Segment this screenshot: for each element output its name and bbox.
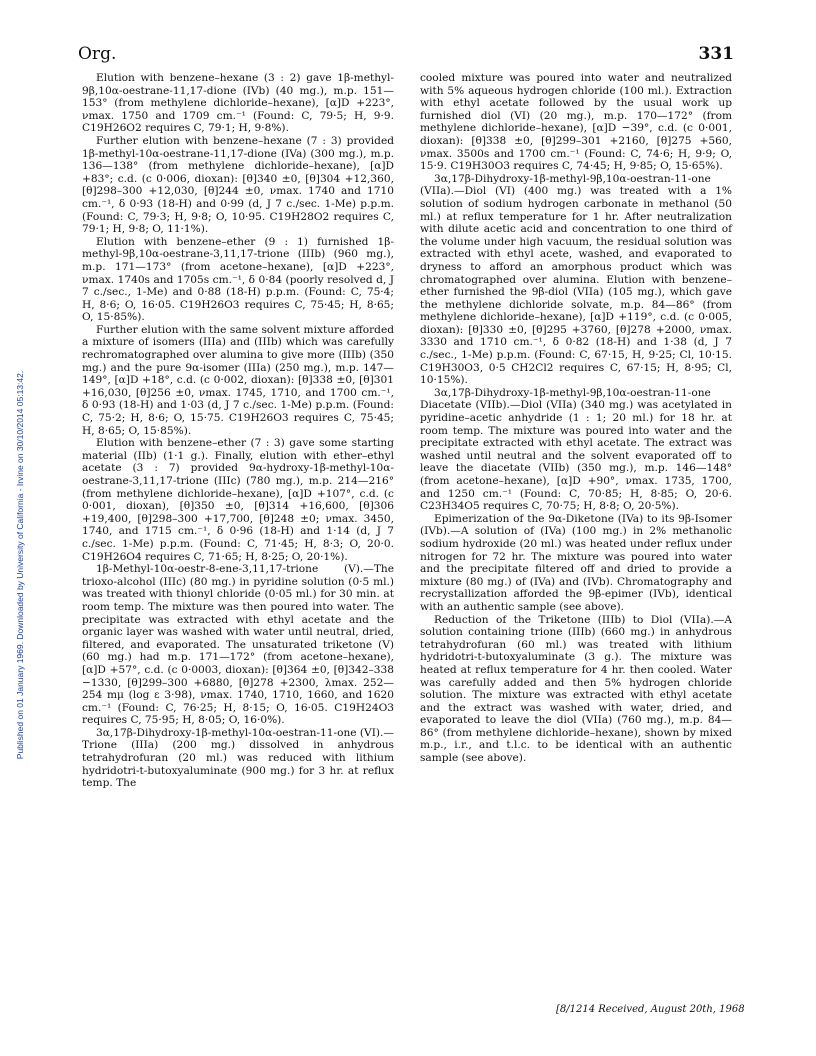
paragraph: 3α,17β-Dihydroxy-1β-methyl-9β,10α-oestran-11-one Diacetate (VIIb).—Diol (VIIa) (340 mg.) was acetylated in pyridine–acetic anhydride (1 : 1; 20 ml.) for 18 hr. at room temp. The mixture was poured into water and the precipitate extracted with ethyl acetate. The extract was washed until neutral and the solvent evaporated off to leave the diacetate (VIIb) (350 mg.), m.p. 146—148° (from acetone–hexane), [α]D +90°, νmax. 1735, 1700, and 1250 cm.⁻¹ (Found: C, 70·85; H, 8·85; O, 20·6. C23H34O5 requires C, 70·75; H, 8·8; O, 20·5%). — [420, 386, 732, 513]
left-column — [82, 72, 394, 790]
paragraph: 3α,17β-Dihydroxy-1β-methyl-9β,10α-oestran-11-one (VIIa).—Diol (VI) (400 mg.) was treated with a 1% solution of sodium hydrogen carbonate in methanol (50 ml.) at reflux temperature for 1 hr. After neutralization with dilute acetic acid and concentration to one third of the volume under high vacuum, the residual solution was extracted with ethyl acete, washed, and evaporated to dryness to afford an amorphous product which was chromatographed over alumina. Elution with benzene–ether furnished the 9β-diol (VIIa) (105 mg.), which gave the methylene dichloride solvate, m.p. 84—86° (from methylene dichloride–hexane), [α]D +119°, c.d. (c 0·005, dioxan): [θ]330 ±0, [θ]295 +3760, [θ]278 +2000, νmax. 3330 and 1710 cm.⁻¹, δ 0·82 (18-H) and 1·38 (d, J 7 c./sec., 1-Me) p.p.m. (Found: C, 67·15, H, 9·25; Cl, 10·15. C19H30O3, 0·5 CH2Cl2 requires C, 67·15; H, 8·95; Cl, 10·15%). — [420, 172, 732, 387]
journal-section-header: Org. — [78, 44, 117, 64]
paragraph: Elution with benzene–ether (9 : 1) furnished 1β-methyl-9β,10α-oestrane-3,11,17-trione (IIIb) (960 mg.), m.p. 171—173° (from acetone–hexane), [α]D +223°, νmax. 1740s and 1705s cm.⁻¹, δ 0·84 (poorly resolved d, J 7 c./sec., 1-Me) and 0·88 (18-H) p.p.m. (Found: C, 75·4; H, 8·6; O, 16·05. C19H26O3 requires C, 75·45; H, 8·65; O, 15·85%). — [82, 235, 394, 324]
paragraph: Epimerization of the 9α-Diketone (IVa) to its 9β-Isomer (IVb).—A solution of (IVa) (100 mg.) in 2% methanolic sodium hydroxide (20 ml.) was heated under reflux under nitrogen for 72 hr. The mixture was poured into water and the precipitate filtered off and dried to provide a mixture (80 mg.) of (IVa) and (IVb). Chromatography and recrystallization afforded the 9β-epimer (IVb), identical with an authentic sample (see above). — [420, 512, 732, 613]
paragraph: cooled mixture was poured into water and neutralized with 5% aqueous hydrogen chloride (100 ml.). Extraction with ethyl acetate followed by the usual work up furnished diol (VI) (20 mg.), m.p. 170—172° (from methylene dichloride–hexane), [α]D −39°, c.d. (c 0·001, dioxan): [θ]338 ±0, [θ]299–301 +2160, [θ]275 +560, νmax. 3500s and 1700 cm.⁻¹ (Found: C, 74·6; H, 9·9; O, 15·9. C19H30O3 requires C, 74·45; H, 9·85; O, 15·65%). — [420, 72, 732, 173]
paragraph: Further elution with benzene–hexane (7 : 3) provided 1β-methyl-10α-oestrane-11,17-dione (IVa) (300 mg.), m.p. 136—138° (from methylene dichloride–hexane), [α]D +83°; c.d. (c 0·006, dioxan): [θ]340 ±0, [θ]304 +12,360, [θ]298–300 +12,030, [θ]244 ±0, νmax. 1740 and 1710 cm.⁻¹, δ 0·93 (18-H) and 0·99 (d, J 7 c./sec. 1-Me) p.p.m. (Found: C, 79·3; H, 9·8; O, 10·95. C19H28O2 requires C, 79·1; H, 9·8; O, 11·1%). — [82, 134, 394, 236]
paragraph: Further elution with the same solvent mixture afforded a mixture of isomers (IIIa) and (IIIb) which was carefully rechromatographed over alumina to give more (IIIb) (350 mg.) and the pure 9α-isomer (IIIa) (250 mg.), m.p. 147—149°, [α]D +18°, c.d. (c 0·002, dioxan): [θ]338 ±0, [θ]301 +16,030, [θ]256 ±0, νmax. 1745, 1710, and 1700 cm.⁻¹, δ 0·93 (18-H) and 1·03 (d, J 7 c./sec. 1-Me) p.p.m. (Found: C, 75·2; H, 8·6; O, 15·75. C19H26O3 requires C, 75·45; H, 8·65; O, 15·85%). — [82, 323, 394, 437]
right-column — [420, 72, 732, 765]
paragraph: Reduction of the Triketone (IIIb) to Diol (VIIa).—A solution containing trione (IIIb) (660 mg.) in anhydrous tetrahydrofuran (60 ml.) was treated with lithium hydridotri-t-butoxyaluminate (3 g.). The mixture was heated at reflux temperature for 4 hr. then cooled. Water was carefully added and then 5% hydrogen chloride solution. The mixture was extracted with ethyl acetate and the extract was washed with water, dried, and evaporated to leave the diol (VIIa) (760 mg.), m.p. 84—86° (from methylene dichloride–hexane), shown by mixed m.p., i.r., and t.l.c. to be identical with an authentic sample (see above). — [420, 613, 732, 765]
paragraph: 3α,17β-Dihydroxy-1β-methyl-10α-oestran-11-one (VI).—Trione (IIIa) (200 mg.) dissolved in anhydrous tetrahydrofuran (20 ml.) was reduced with lithium hydridotri-t-butoxyaluminate (900 mg.) for 3 hr. at reflux temp. The — [82, 726, 394, 790]
paragraph: Elution with benzene–ether (7 : 3) gave some starting material (IIb) (1·1 g.). Finally, elution with ether–ethyl acetate (3 : 7) provided 9α-hydroxy-1β-methyl-10α-oestrane-3,11,17-trione (IIIc) (780 mg.), m.p. 214—216° (from methylene dichloride–hexane), [α]D +107°, c.d. (c 0·001, dioxan), [θ]350 ±0, [θ]314 +16,600, [θ]306 +19,400, [θ]298–300 +17,700, [θ]248 ±0; νmax. 3450, 1740, and 1715 cm.⁻¹, δ 0·96 (18-H) and 1·14 (d, J 7 c./sec. 1-Me) p.p.m. (Found: C, 71·45; H, 8·3; O, 20·0. C19H26O4 requires C, 71·65; H, 8·25; O, 20·1%). — [82, 437, 394, 563]
paragraph: Elution with benzene–hexane (3 : 2) gave 1β-methyl-9β,10α-oestrane-11,17-dione (IVb) (40 mg.), m.p. 151—153° (from methylene dichloride–hexane), [α]D +223°, νmax. 1750 and 1709 cm.⁻¹ (Found: C, 79·5; H, 9·9. C19H26O2 requires C, 79·1; H, 9·8%). — [82, 72, 394, 135]
download-provenance-sidebar: Published on 01 January 1969. Downloaded by University of California - Irvine on 30/10/2014 05:13:42. — [15, 370, 25, 760]
received-date-footer: [8/1214 Received, August 20th, 1968 — [556, 1004, 745, 1015]
page-number: 331 — [698, 44, 734, 64]
paragraph: 1β-Methyl-10α-oestr-8-ene-3,11,17-trione (V).—The trioxo-alcohol (IIIc) (80 mg.) in pyridine solution (0·5 ml.) was treated with thionyl chloride (0·05 ml.) for 30 min. at room temp. The mixture was then poured into water. The precipitate was extracted with ethyl acetate and the organic layer was washed with water until neutral, dried, filtered, and evaporated. The unsaturated triketone (V) (60 mg.) had m.p. 171—172° (from acetone–hexane), [α]D +57°, c.d. (c 0·0003, dioxan): [θ]364 ±0, [θ]342–338 −1330, [θ]299–300 +6880, [θ]278 +2300, λmax. 252—254 mμ (log ε 3·98), νmax. 1740, 1710, 1660, and 1620 cm.⁻¹ (Found: C, 76·25; H, 8·15; O, 16·05. C19H24O3 requires C, 75·95; H, 8·05; O, 16·0%). — [82, 563, 394, 727]
